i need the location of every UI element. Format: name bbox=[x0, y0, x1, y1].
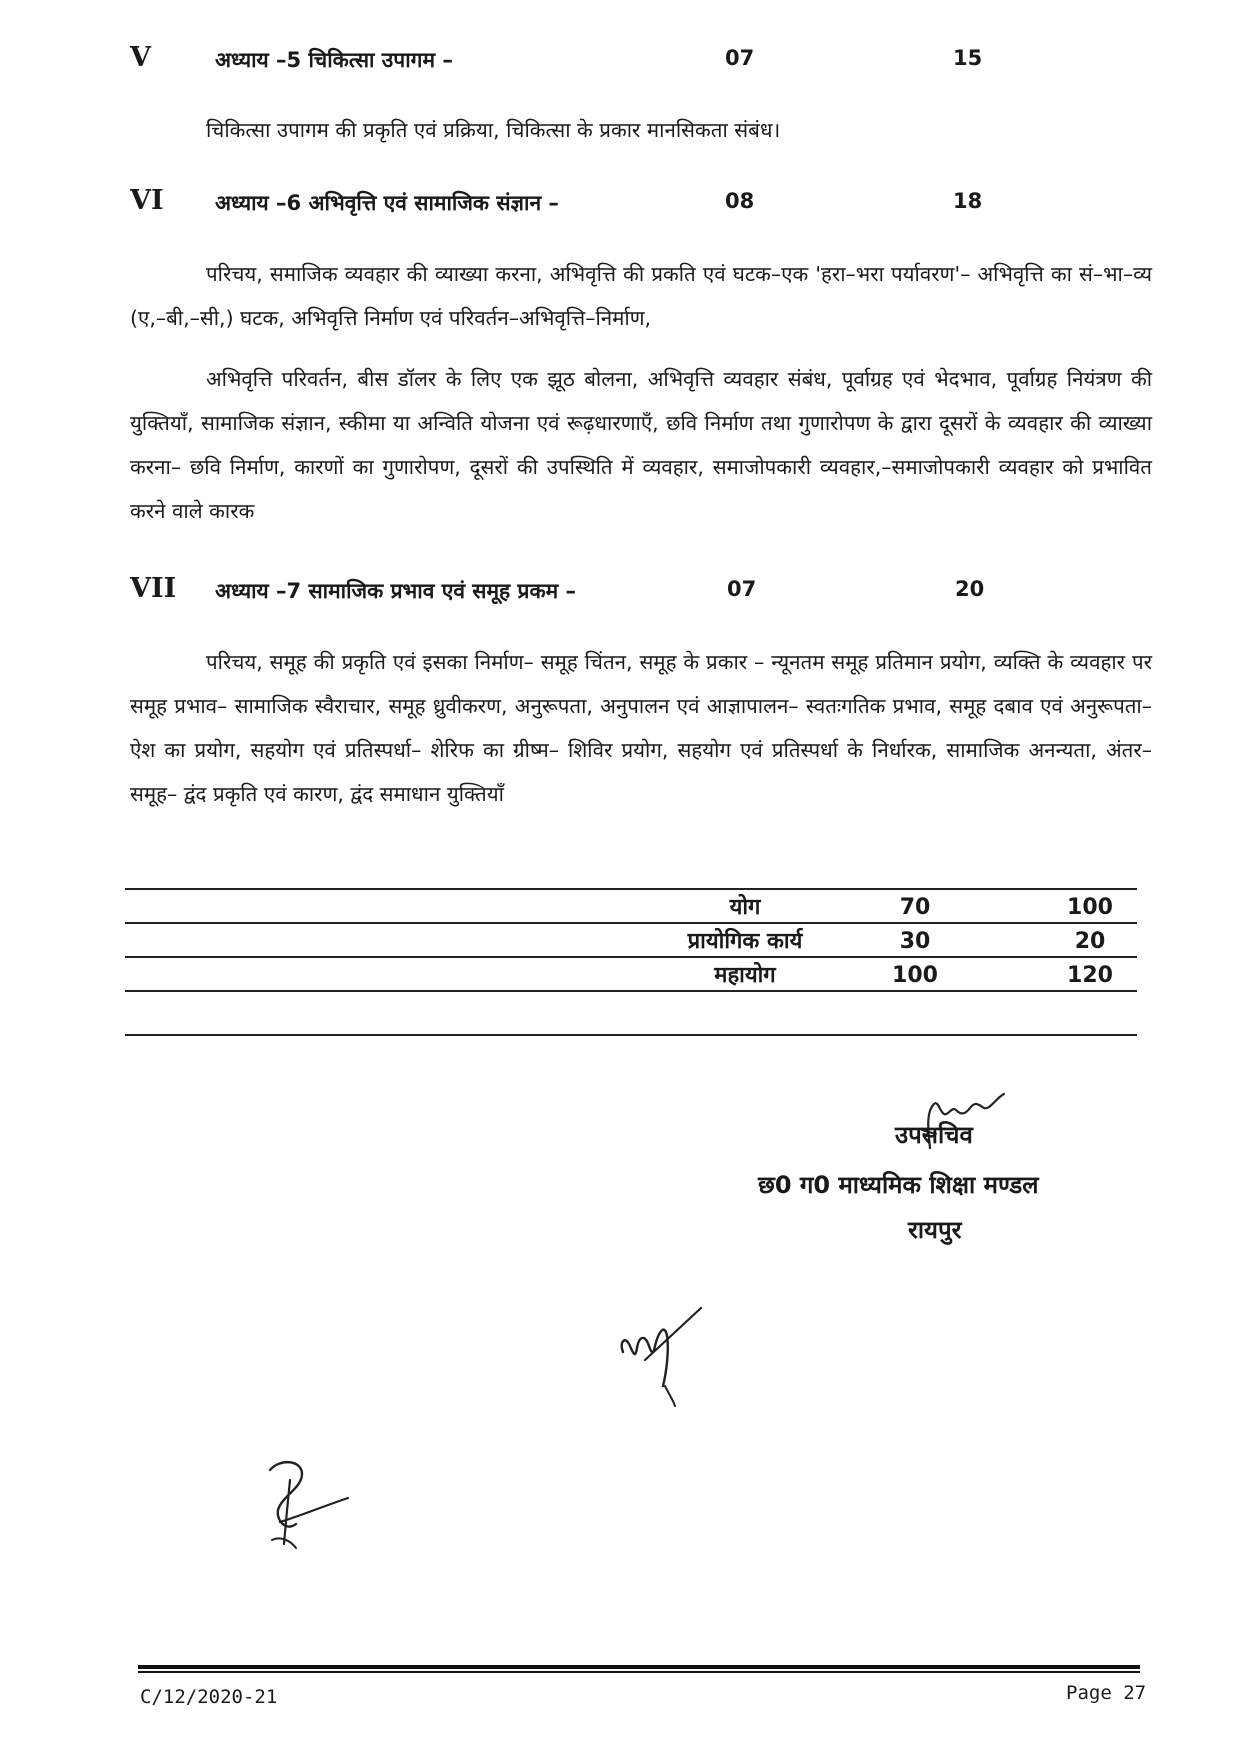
grand-total-marks: 120 bbox=[1067, 963, 1113, 988]
unit-6-title: अध्याय –6 अभिवृत्ति एवं सामाजिक संज्ञान – bbox=[215, 191, 559, 215]
footer-rule bbox=[138, 1665, 1140, 1669]
page-number: Page 27 bbox=[1066, 1682, 1147, 1704]
table-rule bbox=[125, 922, 1137, 924]
practical-periods: 30 bbox=[899, 929, 931, 954]
unit-6-content-1: परिचय, समाजिक व्यवहार की व्याख्या करना, अभिवृत्ति की प्रकति एवं घटक–एक 'हरा–भरा पर्यावरण'– अभिवृत्ति का सं–भा–व्य (ए,–बी,–सी,) घटक, अभिवृत्ति निर्माण एवं परिवर्तन–अभिवृत्ति–निर्माण, bbox=[130, 262, 1152, 330]
unit-6-marks: 18 bbox=[953, 189, 983, 213]
unit-6-roman: VI bbox=[130, 185, 164, 216]
table-rule bbox=[125, 956, 1137, 958]
unit-6-content-2: अभिवृत्ति परिवर्तन, बीस डॉलर के लिए एक झूठ बोलना, अभिवृत्ति व्यवहार संबंध, पूर्वाग्रह एवं भेदभाव, पूर्वाग्रह नियंत्रण की युक्तियॉं, सामाजिक संज्ञान, स्कीमा या अन्विति योजना एवं रूढ़धारणाएँ, छवि निर्माण तथा गुणारोपण के द्वारा दूसरों के व्यवहार की व्याख्या करना– छवि निर्माण, कारणों का गुणारोपण, दूसरों की उपस्थिति में व्यवहार, समाजोपकारी व्यवहार,–समाजोपकारी व्यवहार को प्रभावित करने वाले कारक bbox=[130, 367, 1152, 523]
table-rule bbox=[125, 888, 1137, 890]
grand-total-periods: 100 bbox=[892, 963, 938, 988]
total-label: योग bbox=[729, 895, 761, 920]
unit-7-content: परिचय, समूह की प्रकृति एवं इसका निर्माण– समूह चिंतन, समूह के प्रकार – न्यूनतम समूह प्रतिमान प्रयोग, व्यक्ति के व्यवहार पर समूह प्रभाव– सामाजिक स्वैराचार, समूह ध्रुवीकरण, अनुरूपता, अनुपालन एवं आज्ञापालन– स्वतःगतिक प्रभाव, समूह दबाव एवं अनुरूपता– ऐश का प्रयोग, सहयोग एवं प्रतिस्पर्धा– शेरिफ का ग्रीष्म– शिविर प्रयोग, सहयोग एवं प्रतिस्पर्धा के निर्धारक, सामाजिक अनन्यता, अंतर–समूह– द्वंद प्रकृति एवं कारण, द्वंद समाधान युक्तियॉं bbox=[130, 650, 1152, 806]
signatory-organization: छ0 ग0 माध्यमिक शिक्षा मण्डल bbox=[758, 1171, 1039, 1199]
unit-7-title: अध्याय –7 सामाजिक प्रभाव एवं समूह प्रकम – bbox=[215, 579, 576, 603]
table-rule bbox=[125, 990, 1137, 992]
table-rule bbox=[125, 1034, 1137, 1036]
signatory-designation: उपसचिव bbox=[895, 1121, 973, 1149]
footer-rule bbox=[138, 1671, 1140, 1673]
handwritten-initials-1 bbox=[605, 1290, 715, 1410]
unit-5-roman: V bbox=[130, 42, 151, 73]
practical-label: प्रायोगिक कार्य bbox=[687, 929, 803, 954]
unit-5-content: चिकित्सा उपागम की प्रकृति एवं प्रक्रिया, चिकित्सा के प्रकार मानसिकता संबंध। bbox=[206, 118, 781, 142]
unit-5-title: अध्याय –5 चिकित्सा उपागम – bbox=[215, 48, 453, 72]
unit-7-marks: 20 bbox=[955, 577, 985, 601]
practical-marks: 20 bbox=[1074, 929, 1106, 954]
total-marks: 100 bbox=[1067, 895, 1113, 920]
unit-7-roman: VII bbox=[130, 573, 177, 604]
unit-6-periods: 08 bbox=[725, 189, 755, 213]
unit-5-periods: 07 bbox=[725, 46, 755, 70]
signatory-city: रायपुर bbox=[908, 1216, 962, 1244]
total-periods: 70 bbox=[899, 895, 931, 920]
unit-7-periods: 07 bbox=[727, 577, 757, 601]
document-code: C/12/2020-21 bbox=[140, 1686, 278, 1708]
handwritten-initials-2 bbox=[250, 1440, 360, 1560]
unit-5-marks: 15 bbox=[953, 46, 983, 70]
grand-total-label: महायोग bbox=[714, 963, 776, 988]
